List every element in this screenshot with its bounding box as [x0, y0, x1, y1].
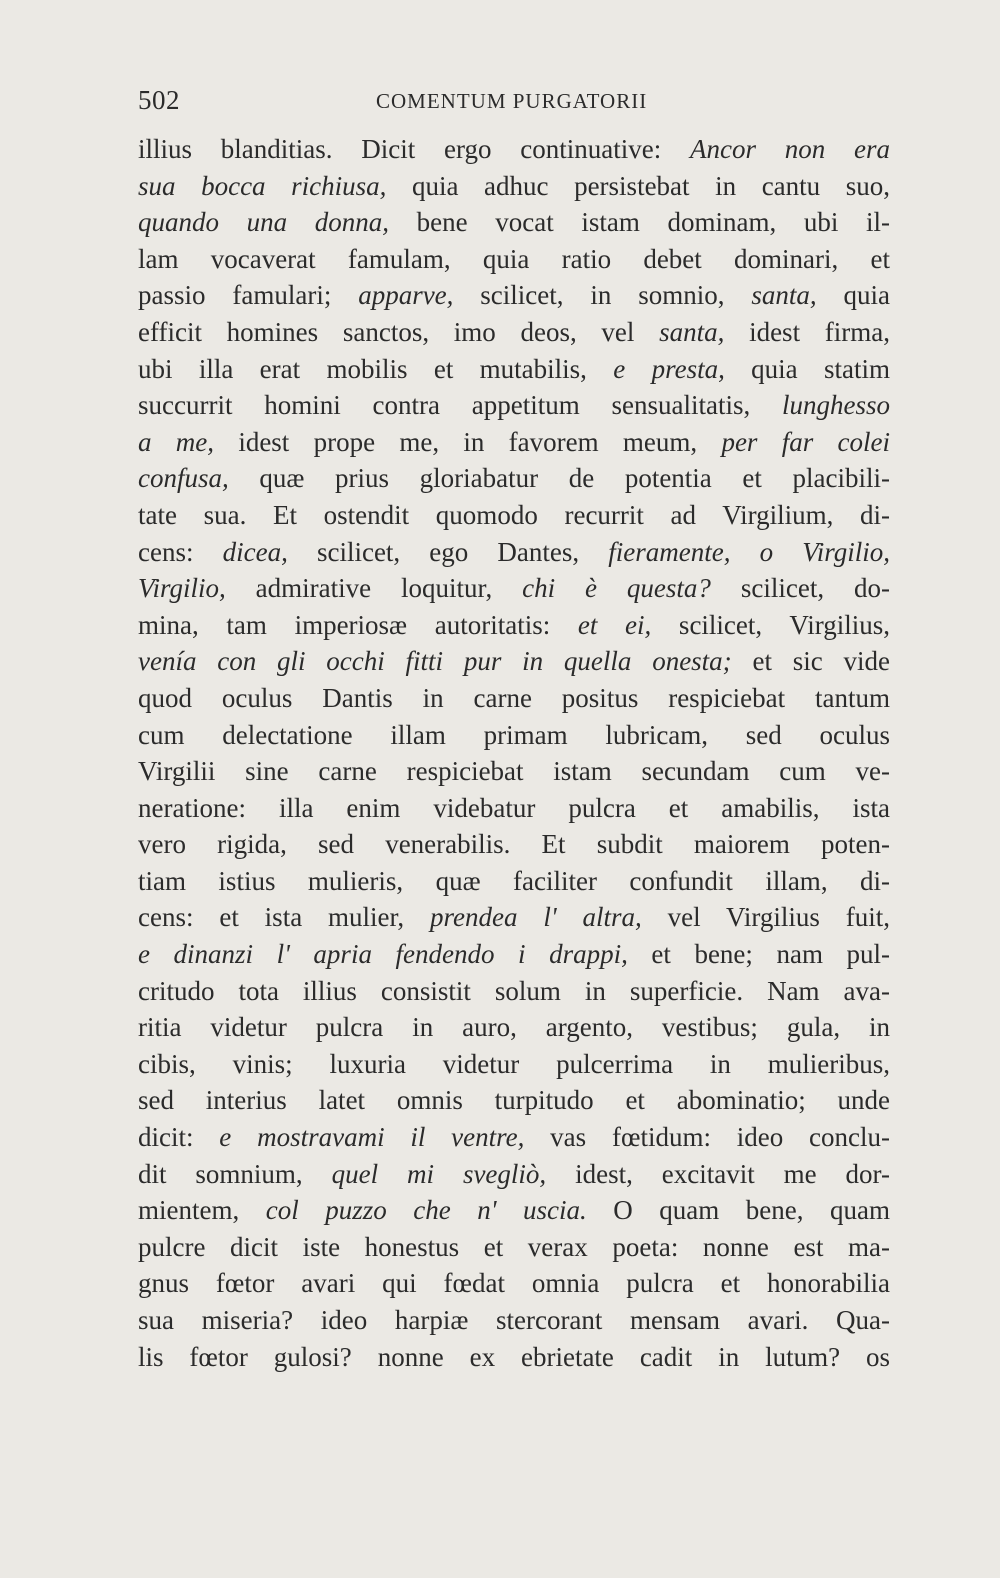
- text-segment: scilicet, ego Dantes,: [287, 536, 609, 567]
- text-segment: bene vocat istam dominam, ubi il-: [389, 207, 891, 238]
- text-segment: mientem,: [138, 1195, 266, 1226]
- text-line: [138, 1082, 890, 1119]
- text-segment: efficit homines sanctos, imo deos, vel: [138, 316, 660, 347]
- text-line: [138, 1119, 890, 1156]
- text-segment: cens:: [138, 536, 223, 567]
- text-line: [138, 1265, 890, 1302]
- text-segment: Virgilii sine carne respiciebat istam secundam cum ve-: [138, 756, 890, 787]
- text-line: [138, 717, 890, 754]
- text-segment: quæ prius gloriabatur de potentia et placibili-: [228, 463, 890, 494]
- text-segment: sed interius latet omnis turpitudo et abominatio; unde: [138, 1085, 890, 1116]
- text-line: [138, 497, 890, 534]
- page-number: 502: [138, 85, 180, 115]
- text-segment: idest firma,: [724, 316, 890, 347]
- italic-quotation: a me,: [138, 426, 215, 457]
- text-segment: dicit:: [138, 1122, 220, 1153]
- text-segment: mina, tam imperiosæ autoritatis:: [138, 609, 578, 640]
- text-segment: ritia videtur pulcra in auro, argento, vestibus; gula, in: [138, 1012, 890, 1043]
- text-segment: vas fœtidum: ideo conclu-: [524, 1122, 891, 1153]
- text-line: [138, 973, 890, 1010]
- text-line: [138, 1156, 890, 1193]
- text-line: [138, 643, 890, 680]
- text-line: [138, 1046, 890, 1083]
- text-line: [138, 168, 890, 205]
- text-segment: et bene; nam pul-: [627, 939, 890, 970]
- text-segment: O quam bene, quam: [586, 1195, 890, 1226]
- text-line: [138, 460, 890, 497]
- italic-quotation: col puzzo che n' uscia.: [265, 1195, 587, 1226]
- text-segment: admirative loquitur,: [225, 573, 523, 604]
- text-line: [138, 131, 890, 168]
- italic-quotation: Ancor non era: [689, 134, 890, 164]
- text-line: [138, 826, 890, 863]
- text-line: [138, 1339, 890, 1376]
- text-segment: vel Virgilius fuit,: [641, 902, 890, 933]
- italic-quotation: fieramente, o Virgilio,: [608, 536, 890, 567]
- text-segment: sua miseria? ideo harpiæ stercorant mensam avari. Qua-: [138, 1305, 890, 1335]
- text-line: [138, 899, 890, 936]
- text-segment: neratione: illa enim videbatur pulcra et amabilis, ista: [138, 792, 890, 823]
- text-line: [138, 277, 890, 314]
- text-segment: tate sua. Et ostendit quomodo recurrit ad Virgilium, di-: [138, 499, 890, 530]
- text-line: [138, 680, 890, 717]
- text-segment: scilicet, in somnio,: [453, 280, 752, 311]
- text-segment: idest prope me, in favorem meum,: [214, 426, 722, 457]
- text-line: [138, 314, 890, 351]
- text-line: [138, 424, 890, 461]
- italic-quotation: Virgilio,: [138, 573, 226, 604]
- italic-quotation: santa,: [659, 316, 725, 347]
- page-header: [138, 85, 890, 121]
- text-segment: pulcre dicit iste honestus et verax poeta: nonne est ma-: [138, 1231, 890, 1262]
- text-line: [138, 607, 890, 644]
- italic-quotation: confusa,: [138, 463, 229, 494]
- italic-quotation: prendea l' altra,: [430, 902, 642, 933]
- text-line: [138, 753, 890, 790]
- text-line: [138, 387, 890, 424]
- text-segment: lis fœtor gulosi? nonne ex ebrietate cadit in lutum? os: [138, 1341, 890, 1372]
- running-head: COMENTUM PURGATORII: [376, 89, 648, 113]
- text-line: [138, 204, 890, 241]
- text-segment: quia adhuc persistebat in cantu suo,: [386, 170, 890, 201]
- text-segment: scilicet, Virgilius,: [651, 609, 890, 640]
- text-segment: succurrit homini contra appetitum sensualitatis,: [138, 390, 782, 421]
- text-line: [138, 936, 890, 973]
- italic-quotation: chi è questa?: [522, 573, 711, 604]
- text-segment: idest, excitavit me dor-: [546, 1158, 890, 1189]
- italic-quotation: et ei,: [577, 609, 652, 640]
- text-segment: vero rigida, sed venerabilis. Et subdit maiorem poten-: [138, 829, 890, 860]
- italic-quotation: quel mi svegliò,: [331, 1158, 547, 1189]
- text-segment: dit somnium,: [138, 1158, 332, 1189]
- italic-quotation: per far colei: [721, 426, 890, 457]
- italic-quotation: e dinanzi l' apria fendendo i drappi,: [138, 939, 628, 970]
- italic-quotation: apparve,: [358, 280, 454, 311]
- text-line: [138, 1302, 890, 1339]
- text-line: [138, 534, 890, 571]
- text-line: [138, 351, 890, 388]
- italic-quotation: quando una donna,: [138, 207, 390, 238]
- text-segment: passio famulari;: [138, 280, 359, 311]
- text-line: [138, 241, 890, 278]
- text-segment: scilicet, do-: [710, 573, 890, 604]
- text-segment: tiam istius mulieris, quæ faciliter confundit illam, di-: [138, 865, 890, 896]
- text-segment: ubi illa erat mobilis et mutabilis,: [138, 353, 614, 384]
- italic-quotation: e presta,: [613, 353, 725, 384]
- text-segment: et sic vide: [731, 646, 890, 677]
- text-line: [138, 1192, 890, 1229]
- text-line: [138, 790, 890, 827]
- italic-quotation: sua bocca richiusa,: [138, 170, 387, 201]
- text-segment: critudo tota illius consistit solum in superficie. Nam ava-: [138, 975, 890, 1006]
- text-segment: cens: et ista mulier,: [138, 902, 431, 933]
- text-line: [138, 1009, 890, 1046]
- text-segment: quia: [816, 280, 890, 311]
- text-segment: lam vocaverat famulam, quia ratio debet dominari, et: [138, 243, 890, 274]
- text-line: [138, 863, 890, 900]
- text-segment: illius blanditias. Dicit ergo continuative:: [138, 134, 690, 164]
- italic-quotation: santa,: [751, 280, 817, 311]
- italic-quotation: venía con gli occhi fitti pur in quella onesta;: [138, 646, 732, 677]
- text-segment: cibis, vinis; luxuria videtur pulcerrima in mulieribus,: [138, 1048, 890, 1079]
- italic-quotation: lunghesso: [782, 390, 890, 421]
- text-segment: gnus fœtor avari qui fœdat omnia pulcra et honorabilia: [138, 1268, 890, 1299]
- italic-quotation: dicea,: [222, 536, 288, 567]
- italic-quotation: e mostravami il ventre,: [219, 1122, 525, 1153]
- text-segment: quod oculus Dantis in carne positus respiciebat tantum: [138, 682, 890, 713]
- text-line: [138, 1229, 890, 1266]
- text-line: [138, 570, 890, 607]
- body-text: [138, 131, 890, 1375]
- text-segment: quia statim: [724, 353, 890, 384]
- text-segment: cum delectatione illam primam lubricam, sed oculus: [138, 719, 890, 750]
